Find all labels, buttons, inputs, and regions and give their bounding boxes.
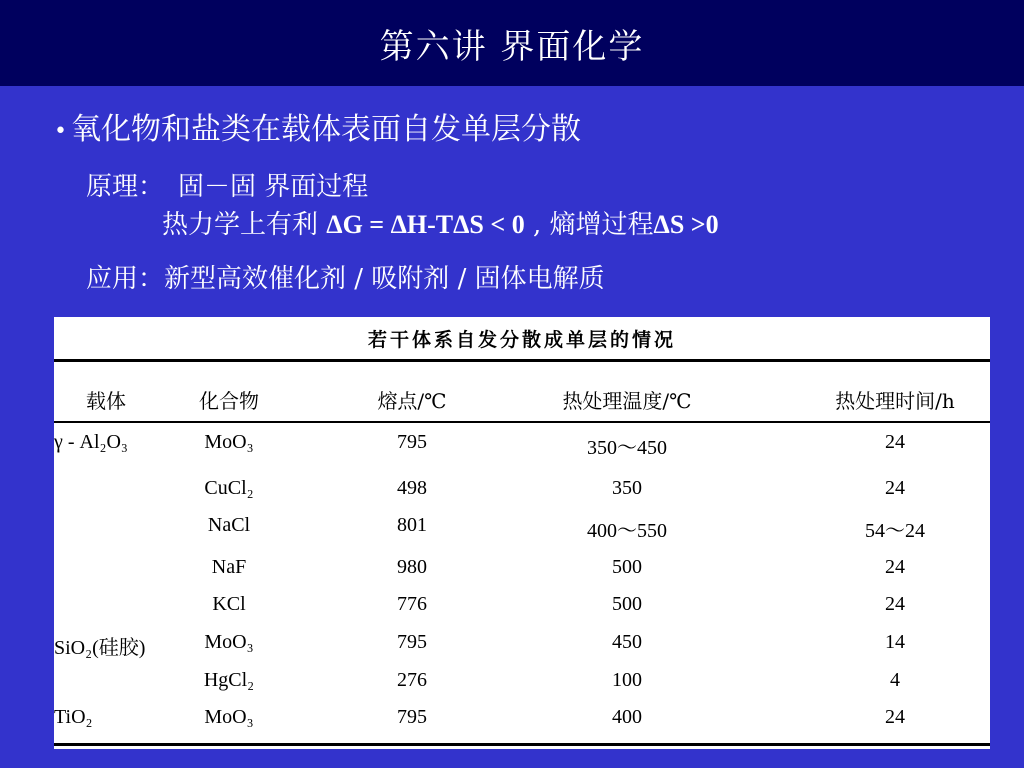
cell-compound: MoO₃	[204, 706, 254, 728]
table-bottom-rule	[54, 743, 990, 746]
cell-treatment-time: 14	[885, 631, 905, 653]
principle-line	[86, 166, 368, 203]
cell-compound: KCl	[212, 593, 246, 615]
gibbs-equation: ΔG = ΔH-TΔS < 0	[326, 210, 525, 239]
cell-treatment-temp: 350～450	[587, 437, 667, 459]
application-label: 应用：	[86, 264, 165, 294]
cell-treatment-temp: 100	[612, 669, 642, 691]
cell-melting-point: 776	[397, 593, 427, 615]
cell-treatment-temp: 450	[612, 631, 642, 653]
bullet-text: 氧化物和盐类在载体表面自发单层分散	[70, 112, 581, 147]
cell-treatment-time: 24	[885, 477, 905, 499]
table-header-rule	[54, 421, 990, 423]
cell-carrier: TiO₂	[54, 706, 93, 728]
cell-treatment-temp: 500	[612, 556, 642, 578]
cell-treatment-temp: 500	[612, 593, 642, 615]
slide-title: 第六讲 界面化学	[379, 26, 645, 67]
cell-treatment-temp: 350	[612, 477, 642, 499]
application-content: 新型高效催化剂 / 吸附剂 / 固体电解质	[164, 264, 605, 294]
cell-treatment-time: 24	[885, 431, 905, 453]
cell-compound: NaF	[211, 556, 247, 578]
header-carrier: 载体	[86, 389, 126, 413]
bullet-marker: •	[54, 118, 67, 144]
cell-melting-point: 795	[397, 631, 427, 653]
cell-treatment-temp: 400	[612, 706, 642, 728]
cell-compound: HgCl₂	[203, 669, 255, 691]
cell-carrier: SiO₂(硅胶)	[54, 637, 146, 659]
cell-carrier: γ - Al₂O₃	[54, 431, 128, 453]
cell-melting-point: 276	[397, 669, 427, 691]
cell-melting-point: 801	[397, 514, 427, 536]
cell-compound: NaCl	[207, 514, 251, 536]
cell-compound: MoO₃	[204, 631, 254, 653]
table-top-rule	[54, 359, 990, 362]
header-melting-point: 熔点/℃	[377, 389, 447, 413]
header-treatment-temp: 热处理温度/℃	[562, 389, 692, 413]
principle-label: 原理：	[86, 172, 165, 202]
thermo-prefix: 热力学上有利	[162, 210, 327, 240]
table-title: 若干体系自发分散成单层的情况	[367, 329, 676, 351]
cell-treatment-time: 24	[885, 706, 905, 728]
cell-melting-point: 795	[397, 706, 427, 728]
cell-melting-point: 795	[397, 431, 427, 453]
header-treatment-time: 热处理时间/h	[835, 389, 955, 413]
scanned-table-image	[54, 317, 990, 749]
principle-content: 固－固 界面过程	[178, 172, 369, 202]
cell-melting-point: 498	[397, 477, 427, 499]
entropy-condition: ΔS >0	[653, 210, 719, 239]
cell-treatment-time: 24	[885, 593, 905, 615]
cell-treatment-time: 24	[885, 556, 905, 578]
cell-compound: MoO₃	[204, 431, 254, 453]
cell-compound: CuCl₂	[204, 477, 254, 499]
cell-treatment-time: 54～24	[865, 520, 925, 542]
thermo-suffix: , 熵增过程	[524, 210, 654, 240]
bullet-item	[54, 104, 581, 148]
thermodynamics-line	[162, 204, 719, 241]
title-bar	[0, 0, 1024, 86]
header-compound: 化合物	[199, 389, 259, 413]
application-line	[86, 258, 605, 295]
cell-treatment-time: 4	[890, 669, 900, 691]
cell-melting-point: 980	[397, 556, 427, 578]
cell-treatment-temp: 400～550	[587, 520, 667, 542]
